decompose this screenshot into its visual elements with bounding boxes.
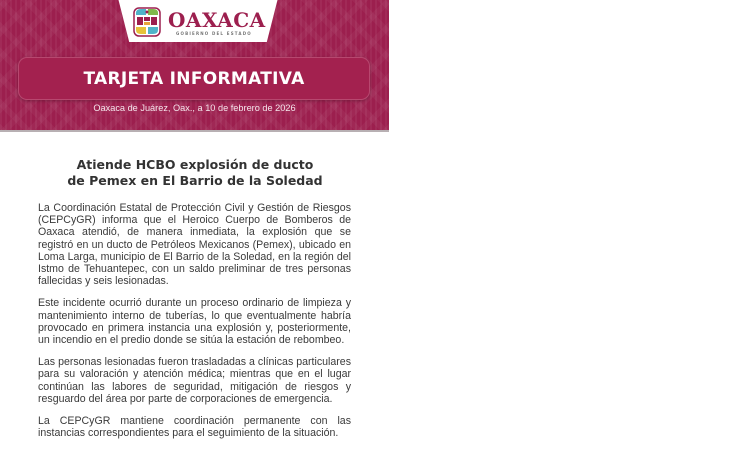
article-headline — [30, 157, 360, 189]
dateline: Oaxaca de Juárez, Oax., a 10 de febrero de 2026 — [93, 103, 296, 113]
logo-wordmark: OAXACA — [168, 8, 266, 32]
headline-line-2: de Pemex en El Barrio de la Soledad — [67, 173, 323, 188]
logo-subtitle: GOBIERNO DEL ESTADO — [176, 31, 252, 36]
paragraph: Este incidente ocurrió durante un proceso ordinario de limpieza y mantenimiento interno de tuberías, lo que eventualmente habría provocado en primera instancia una explosión y, posteriormente, un incendio en el predio donde se sitúa la estación de rebombeo. — [38, 297, 351, 347]
header-banner — [0, 0, 389, 132]
oaxaca-emblem-icon — [133, 7, 161, 37]
paragraph: La Coordinación Estatal de Protección Civil y Gestión de Riesgos (CEPCyGR) informa que el Heroico Cuerpo de Bomberos de Oaxaca atendió, de manera inmediata, la explosión que se registró en un ducto de Petróleos Mexicanos (Pemex), ubicado en Loma Larga, municipio de El Barrio de la Soledad, en la región del Istmo de Tehuantepec, con un saldo preliminar de tres personas fallecidas y seis lesionadas. — [38, 202, 351, 288]
paragraph: La CEPCyGR mantiene coordinación permanente con las instancias correspondientes para el seguimiento de la situación. — [38, 415, 351, 440]
title-box — [18, 57, 370, 100]
paragraph: Las personas lesionadas fueron trasladadas a clínicas particulares para su valoración y atención médica; mientras que en el lugar continúan las labores de seguridad, mitigación de riesgos y resguardo del área por parte de corporaciones de emergencia. — [38, 356, 351, 405]
article-body — [38, 202, 351, 449]
page-title: TARJETA INFORMATIVA — [83, 68, 305, 89]
headline-line-1: Atiende HCBO explosión de ducto — [76, 157, 314, 172]
